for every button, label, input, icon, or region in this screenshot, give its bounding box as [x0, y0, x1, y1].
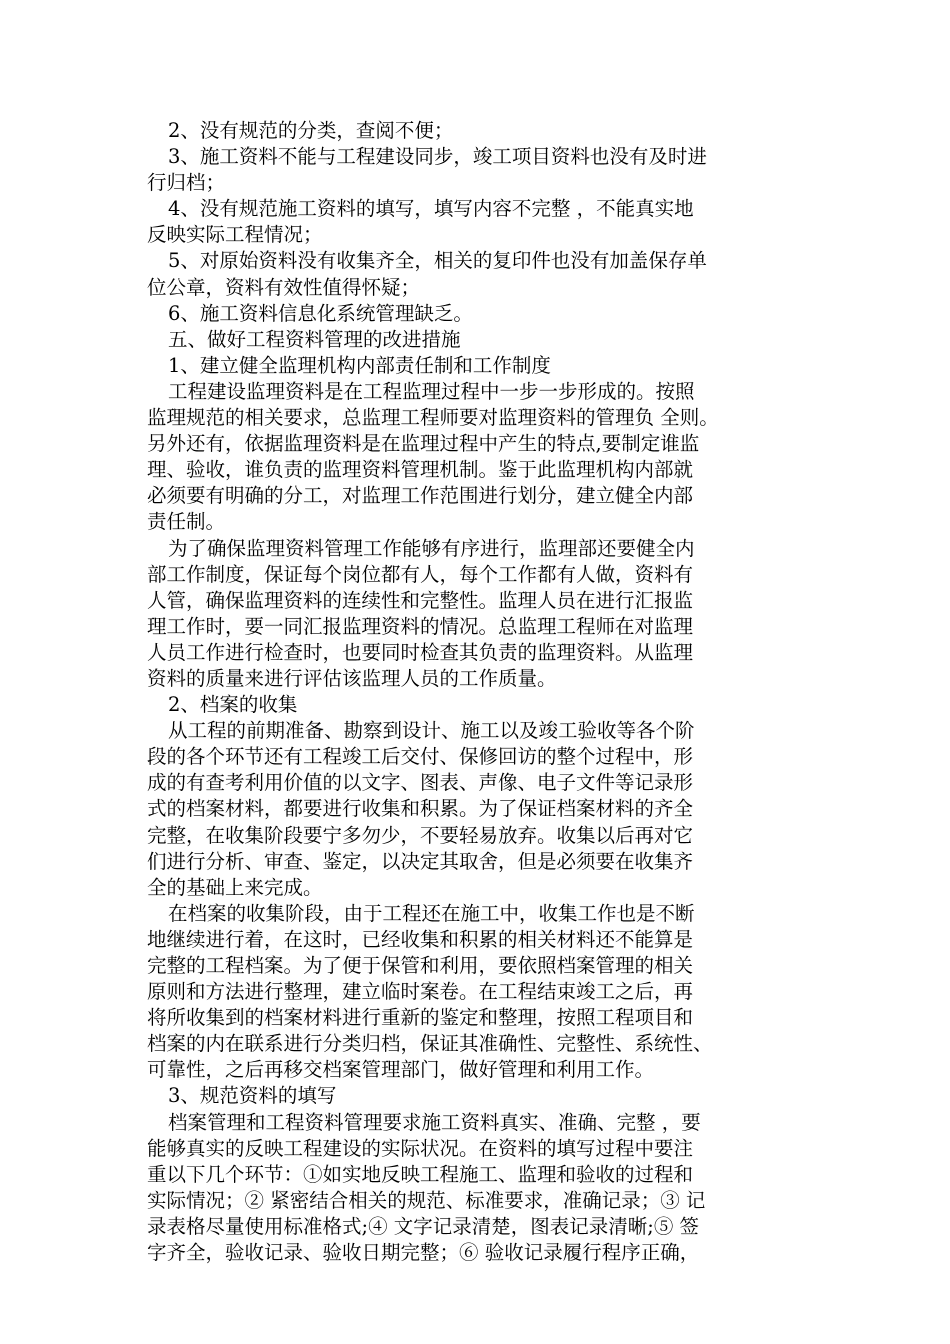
text-line: 必须要有明确的分工，对监理工作范围进行划分，建立健全内部: [147, 484, 694, 508]
text-line: 五、做好工程资料管理的改进措施: [168, 327, 461, 351]
text-line: 位公章，资料有效性值得怀疑；: [147, 275, 421, 299]
text-line: 完整，在收集阶段要宁多勿少，不要轻易放弃。收集以后再对它: [147, 823, 694, 847]
text-line: 6、施工资料信息化系统管理缺乏。: [168, 301, 473, 325]
text-line: 从工程的前期准备、勘察到设计、施工以及竣工验收等各个阶: [168, 719, 695, 743]
text-line: 4、没有规范施工资料的填写，填写内容不完整 ，不能真实地: [168, 197, 694, 221]
text-line: 可靠性，之后再移交档案管理部门，做好管理和利用工作。: [147, 1058, 655, 1082]
text-line: 地继续进行着，在这时，已经收集和积累的相关材料还不能算是: [147, 927, 694, 951]
text-line: 5、对原始资料没有收集齐全，相关的复印件也没有加盖保存单: [168, 249, 707, 273]
text-line: 3、规范资料的填写: [168, 1084, 337, 1108]
text-line: 成的有查考利用价值的以文字、图表、声像、电子文件等记录形: [147, 771, 694, 795]
document-body: [147, 118, 808, 1266]
text-line: 2、档案的收集: [168, 693, 298, 717]
text-line: 3、施工资料不能与工程建设同步，竣工项目资料也没有及时进: [168, 145, 707, 169]
text-line: 档案的内在联系进行分类归档，保证其准确性、完整性、系统性、: [147, 1032, 713, 1056]
text-line: 段的各个环节还有工程竣工后交付、保修回访的整个过程中，形: [147, 745, 694, 769]
text-line: 式的档案材料，都要进行收集和积累。为了保证档案材料的齐全: [147, 797, 694, 821]
text-line: 工程建设监理资料是在工程监理过程中一步一步形成的。按照: [168, 379, 695, 403]
text-line: 全的基础上来完成。: [147, 875, 323, 899]
text-line: 行归档；: [147, 171, 226, 195]
text-line: 人管，确保监理资料的连续性和完整性。监理人员在进行汇报监: [147, 588, 694, 612]
text-line: 理、验收，谁负责的监理资料管理机制。鉴于此监理机构内部就: [147, 458, 694, 482]
text-line: 理工作时，要一同汇报监理资料的情况。总监理工程师在对监理: [147, 614, 694, 638]
text-line: 监理规范的相关要求，总监理工程师要对监理资料的管理负 全则。: [147, 406, 719, 430]
text-line: 重以下几个环节：①如实地反映工程施工、监理和验收的过程和: [147, 1162, 694, 1186]
text-line: 实际情况；② 紧密结合相关的规范、标准要求，准确记录；③ 记: [147, 1188, 706, 1212]
text-line: 反映实际工程情况；: [147, 223, 323, 247]
text-line: 资料的质量来进行评估该监理人员的工作质量。: [147, 666, 557, 690]
text-line: 2、没有规范的分类，查阅不便；: [168, 119, 454, 142]
text-line: 录表格尽量使用标准格式;④ 文字记录清楚，图表记录清晰;⑤ 签: [147, 1214, 700, 1238]
text-line: 们进行分析、审查、鉴定，以决定其取舍，但是必须要在收集齐: [147, 849, 694, 873]
text-line: 能够真实的反映工程建设的实际状况。在资料的填写过程中要注: [147, 1136, 694, 1160]
text-line: 另外还有，依据监理资料是在监理过程中产生的特点,要制定谁监: [147, 432, 700, 456]
text-line: 部工作制度，保证每个岗位都有人，每个工作都有人做，资料有: [147, 562, 694, 586]
text-line: 将所收集到的档案材料进行重新的鉴定和整理，按照工程项目和: [147, 1006, 694, 1030]
text-line: 在档案的收集阶段，由于工程还在施工中，收集工作也是不断: [168, 901, 695, 925]
text-line: 原则和方法进行整理，建立临时案卷。在工程结束竣工之后，再: [147, 980, 694, 1004]
text-line: 档案管理和工程资料管理要求施工资料真实、准确、完整 ，要: [168, 1110, 701, 1134]
text-line: 字齐全，验收记录、验收日期完整；⑥ 验收记录履行程序正确，: [147, 1241, 700, 1265]
text-line: 为了确保监理资料管理工作能够有序进行，监理部还要健全内: [168, 536, 695, 560]
text-line: 完整的工程档案。为了便于保管和利用，要依照档案管理的相关: [147, 954, 694, 977]
text-line: 责任制。: [147, 510, 226, 534]
text-line: 1、建立健全监理机构内部责任制和工作制度: [168, 353, 551, 377]
text-line: 人员工作进行检查时，也要同时检查其负责的监理资料。从监理: [147, 640, 694, 664]
